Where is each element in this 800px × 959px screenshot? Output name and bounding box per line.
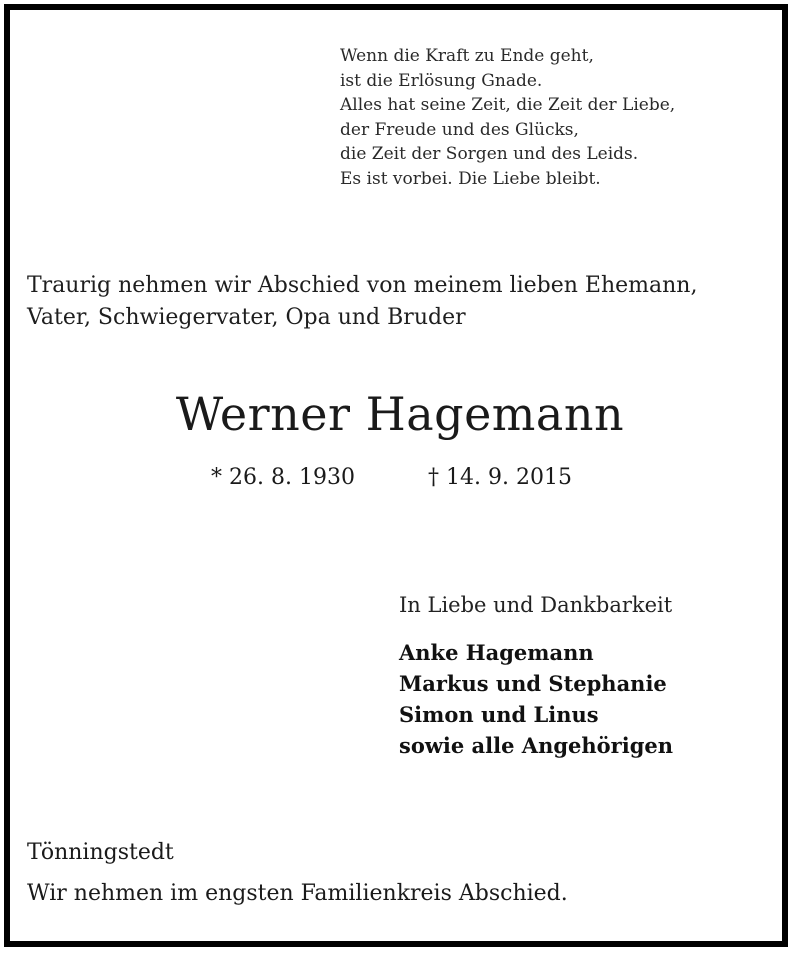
- farewell-note: Wir nehmen im engsten Familienkreis Abschied.: [27, 881, 568, 906]
- death-date: † 14. 9. 2015: [428, 465, 572, 490]
- mourner-name: Simon und Linus: [399, 702, 599, 727]
- intro-line: Vater, Schwiegervater, Opa und Bruder: [27, 305, 466, 330]
- mourners-list: [399, 637, 673, 761]
- poem-line: der Freude und des Glücks,: [340, 119, 579, 140]
- mourner-name: Markus und Stephanie: [399, 671, 667, 696]
- poem-line: ist die Erlösung Gnade.: [340, 70, 543, 91]
- poem-line: Wenn die Kraft zu Ende geht,: [340, 46, 594, 66]
- poem: [340, 44, 675, 191]
- poem-line: die Zeit der Sorgen und des Leids.: [340, 144, 639, 164]
- birth-date: * 26. 8. 1930: [211, 465, 355, 490]
- poem-line: Alles hat seine Zeit, die Zeit der Liebe,: [340, 95, 676, 115]
- poem-line: Es ist vorbei. Die Liebe bleibt.: [340, 168, 601, 189]
- deceased-name: Werner Hagemann: [175, 387, 625, 441]
- mourner-name: sowie alle Angehörigen: [399, 733, 674, 758]
- place-name: Tönningstedt: [27, 840, 174, 865]
- intro-line: Traurig nehmen wir Abschied von meinem lieben Ehemann,: [27, 273, 698, 298]
- mourner-name: Anke Hagemann: [399, 640, 594, 665]
- thanks-line: In Liebe und Dankbarkeit: [399, 593, 673, 617]
- intro-text: [27, 270, 697, 334]
